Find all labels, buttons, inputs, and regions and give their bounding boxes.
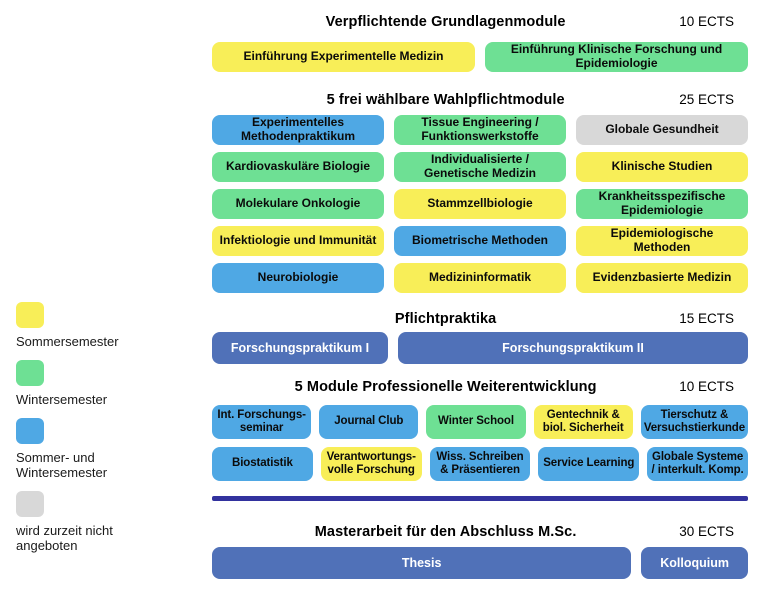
module-row [212, 226, 748, 256]
section-header [212, 524, 748, 542]
module-box-winter: Einführung Klinische Forschung und Epidemiologie [485, 42, 748, 72]
module-box-both: Journal Club [319, 405, 418, 439]
legend-label: Sommer- und Wintersemester [16, 450, 108, 480]
legend-swatch-winter [16, 360, 44, 386]
module-row [212, 547, 748, 579]
module-box-winter: Tissue Engineering / Funktionswerkstoffe [394, 115, 566, 145]
module-box-winter: Krankheitsspezifische Epidemiologie [576, 189, 748, 219]
module-box-both: Neurobiologie [212, 263, 384, 293]
section-title: 5 frei wählbare Wahlpflichtmodule [326, 92, 565, 108]
module-row [212, 332, 748, 364]
module-box-summer: Evidenzbasierte Medizin [576, 263, 748, 293]
module-box-summer: Infektiologie und Immunität [212, 226, 384, 256]
section-wahlpflichtmodule [212, 92, 748, 293]
module-row [212, 152, 748, 182]
module-box-summer: Medizininformatik [394, 263, 566, 293]
module-box-both: Tierschutz & Versuchstierkunde [641, 405, 748, 439]
module-box-mandatory: Forschungspraktikum I [212, 332, 388, 364]
section-header [212, 311, 748, 329]
module-box-both: Experimentelles Methodenpraktikum [212, 115, 384, 145]
module-row [212, 405, 748, 439]
module-rows [212, 42, 748, 72]
legend-swatch-summer [16, 302, 44, 328]
legend-swatch-not-offered [16, 491, 44, 517]
module-box-mandatory: Forschungspraktikum II [398, 332, 748, 364]
ects-label: 30 ECTS [679, 524, 734, 539]
module-rows [212, 332, 748, 364]
legend [16, 302, 146, 564]
section-masterarbeit [212, 524, 748, 579]
legend-label: Wintersemester [16, 392, 108, 407]
legend-item [16, 491, 146, 553]
section-divider [212, 496, 748, 501]
ects-label: 25 ECTS [679, 92, 734, 107]
module-box-summer: Epidemiologische Methoden [576, 226, 748, 256]
section-grundlagenmodule [212, 14, 748, 72]
section-header [212, 14, 748, 32]
module-box-both: Wiss. Schreiben & Präsentieren [430, 447, 531, 481]
module-box-summer: Verantwortungs-volle Forschung [321, 447, 422, 481]
section-title: Masterarbeit für den Abschluss M.Sc. [314, 524, 577, 540]
ects-label: 15 ECTS [679, 311, 734, 326]
module-row [212, 42, 748, 72]
module-box-winter: Individualisierte / Genetische Medizin [394, 152, 566, 182]
module-box-both: Biostatistik [212, 447, 313, 481]
section-title: Pflichtpraktika [394, 311, 497, 327]
module-box-mandatory: Kolloquium [641, 547, 748, 579]
module-box-winter: Molekulare Onkologie [212, 189, 384, 219]
section-weiterentwicklung [212, 379, 748, 481]
module-row [212, 115, 748, 145]
module-rows [212, 115, 748, 293]
module-box-both: Int. Forschungs-seminar [212, 405, 311, 439]
legend-item [16, 360, 146, 407]
module-box-mandatory: Thesis [212, 547, 631, 579]
module-box-winter: Winter School [426, 405, 525, 439]
module-box-both: Service Learning [538, 447, 639, 481]
module-box-not_offered: Globale Gesundheit [576, 115, 748, 145]
curriculum-main [212, 0, 748, 579]
module-box-summer: Einführung Experimentelle Medizin [212, 42, 475, 72]
section-title: 5 Module Professionelle Weiterentwicklung [294, 379, 597, 395]
legend-label: Sommersemester [16, 334, 119, 349]
ects-label: 10 ECTS [679, 14, 734, 29]
module-rows [212, 547, 748, 579]
legend-swatch-both [16, 418, 44, 444]
module-box-summer: Klinische Studien [576, 152, 748, 182]
module-box-summer: Gentechnik & biol. Sicherheit [534, 405, 633, 439]
section-title: Verpflichtende Grundlagenmodule [325, 14, 566, 30]
section-pflichtpraktika [212, 311, 748, 364]
legend-item [16, 302, 146, 349]
module-row [212, 447, 748, 481]
section-header [212, 379, 748, 397]
module-row [212, 189, 748, 219]
module-box-summer: Stammzellbiologie [394, 189, 566, 219]
module-rows [212, 405, 748, 481]
ects-label: 10 ECTS [679, 379, 734, 394]
module-row [212, 263, 748, 293]
legend-label: wird zurzeit nicht angeboten [16, 523, 113, 553]
legend-item [16, 418, 146, 480]
module-box-both: Biometrische Methoden [394, 226, 566, 256]
module-box-both: Globale Systeme / interkult. Komp. [647, 447, 748, 481]
module-box-winter: Kardiovaskuläre Biologie [212, 152, 384, 182]
section-header [212, 92, 748, 110]
